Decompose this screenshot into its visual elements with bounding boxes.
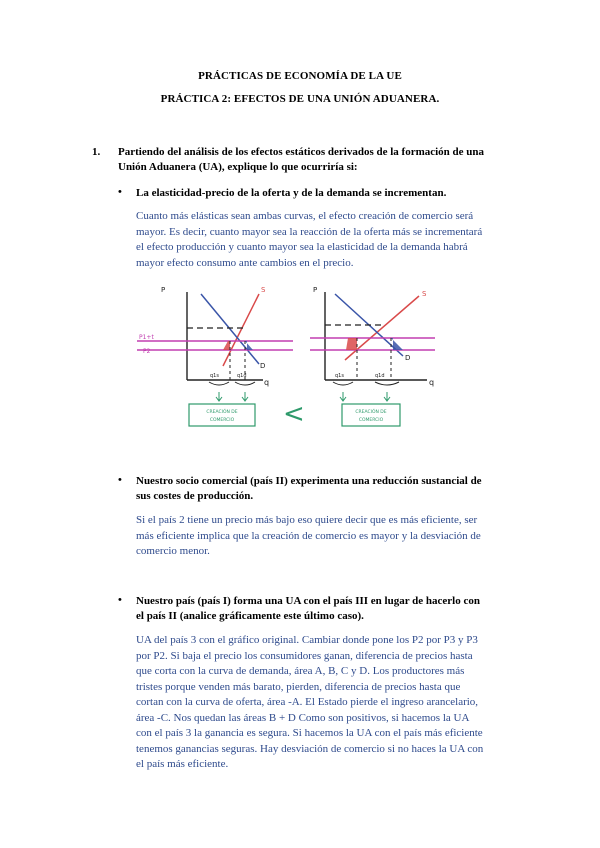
left-box-line2: COMERCIO [209,418,235,423]
bullet-heading [136,474,482,504]
question-line: Partiendo del análisis de los efectos estáticos derivados de la formación de una [118,146,485,158]
bullet-heading [136,186,446,201]
left-q1-label: q1s [210,373,219,379]
answer-line: el país más eficiente. [136,758,229,770]
bullet-heading-line: La elasticidad-precio de la oferta y de la demanda se incrementan. [136,187,447,199]
right-axis-x-label: q [429,378,435,387]
bullet-heading [136,594,480,624]
left-price-label-2: P2 [143,348,151,355]
left-q2-label: q1d [237,373,247,379]
answer-block [136,209,517,271]
right-box-line1: CREACIÓN DE [355,410,387,415]
bullet-marker: • [118,594,122,606]
answer-line: mayor. Es decir, cuanto mayor sea la reacción de la oferta más se incrementará [136,225,483,238]
right-box-line2: COMERCIO [358,418,384,423]
left-brace-1 [209,382,229,385]
answer-line: más eficiente implica que la creación de comercio es mayor y la desviación de [136,529,481,542]
question-number: 1. [92,146,101,158]
bullet-marker: • [118,186,122,198]
answer-line: que corta con la curva de demanda, área A, B, C y D. Los productores más [136,665,465,677]
left-demand-label: D [260,362,266,370]
comparison-symbol: < [283,399,305,429]
answer-line: comercio menor. [136,545,210,557]
answer-line: el efecto producción y cuanto mayor sea la elasticidad de la demanda habrá [136,241,468,253]
answer-line: con el país 3 la ganancia es segura. Si hacemos la UA con el país más eficiente [136,727,483,739]
bullet-heading-line: sus costes de producción. [136,490,254,502]
left-axis-x-label: q [264,378,270,387]
right-area-d [391,338,403,350]
right-brace-1 [333,382,353,385]
answer-line: tenemos ganancias seguras. Hay desviación de comercio si no haces la UA con [136,742,484,755]
answer-line: por P2. Si baja el precio los consumidores ganan, diferencia de precios hasta [136,649,473,662]
right-supply-label: S [422,290,427,298]
bullet-marker: • [118,474,122,486]
supply-demand-sketch [135,280,445,430]
answer-line: cortan con la curva de oferta, área -A. El Estado pierde el ingreso arancelario, [136,696,479,708]
left-box-line1: CREACIÓN DE [206,410,238,415]
answer-line: Cuanto más elásticas sean ambas curvas, el efecto creación de comercio será [136,210,474,222]
practice-title: PRÁCTICA 2: EFECTOS DE UNA UNIÓN ADUANERA. [160,93,440,105]
right-q1-label: q1s [335,373,344,379]
answer-block [136,513,517,560]
left-supply-label: S [261,286,266,294]
left-graph [137,286,293,426]
right-graph [310,286,435,426]
right-q2-label: q1d [375,373,385,379]
answer-line: mayor efecto consumo ante cambios en el precio. [136,256,354,269]
bullet-heading-line: el país II (analice gráficamente este último caso). [136,610,364,622]
answer-block [136,633,517,773]
right-brace-2 [375,382,399,385]
right-axis-y-label: P [313,286,318,294]
left-supply-curve [223,294,259,366]
question-text [118,145,484,175]
left-area-a [223,341,230,350]
right-demand-label: D [405,354,411,362]
bullet-heading-line: Nuestro país (país I) forma una UA con el país III en lugar de hacerlo con [136,595,480,607]
left-axis-y-label: P [161,286,166,294]
answer-line: tristes porque venden más barato, pierden, diferencia de precios hasta que [136,680,461,693]
right-area-a [346,338,357,350]
question-line: Unión Aduanera (UA), explique lo que ocurriría si: [118,161,358,173]
left-brace-2 [235,382,255,385]
answer-line: Si el país 2 tiene un precio más bajo eso quiere decir que es más eficiente, ser [136,514,478,526]
document-title: PRÁCTICAS DE ECONOMÍA DE LA UE [198,70,402,82]
answer-line: área -C. Nos quedan las áreas B + D Como son positivos, si hacemos la UA [136,711,470,724]
answer-line: UA del país 3 con el gráfico original. Cambiar donde pone los P2 por P3 y P3 [136,634,478,646]
bullet-heading-line: Nuestro socio comercial (país II) experimenta una reducción sustancial de [136,475,482,487]
left-price-label-1: P1+t [139,334,154,341]
